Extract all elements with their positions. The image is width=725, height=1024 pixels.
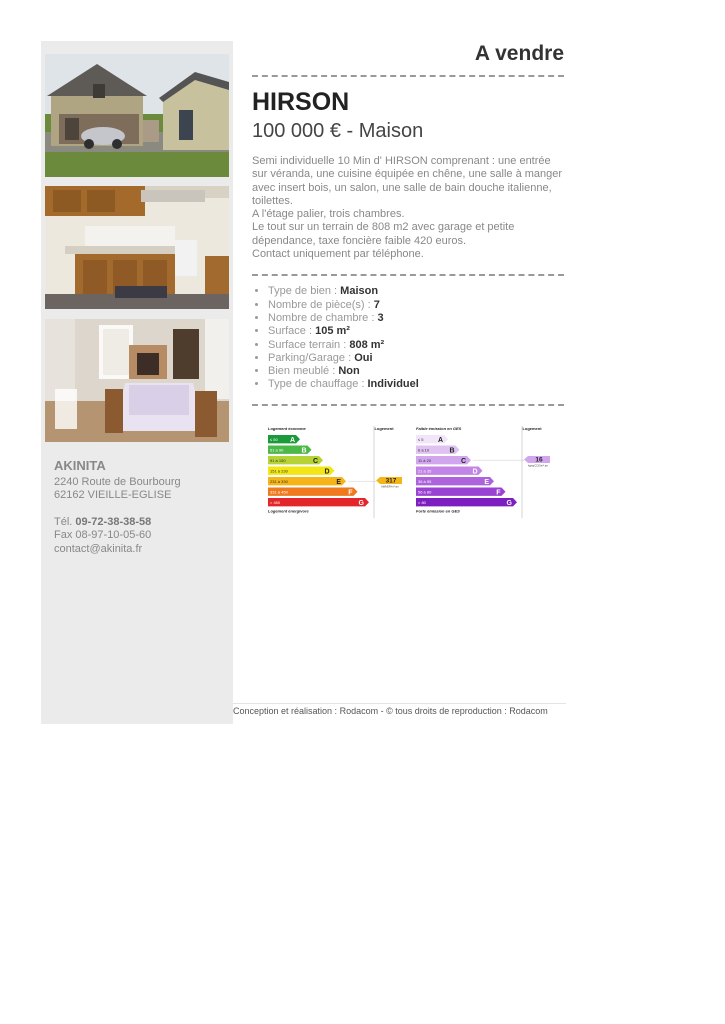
label-top-text: Faible émission en GES [416, 426, 462, 431]
spec-item [268, 365, 564, 378]
class-letter-A: A [437, 437, 443, 444]
spec-value: 808 m² [349, 338, 385, 351]
spec-label: Surface : [268, 325, 316, 338]
class-letter-E: E [336, 479, 341, 486]
class-range-B: 6 à 10 [418, 447, 430, 453]
listing-status: A vendre [474, 42, 564, 65]
label-column-text: Logement [522, 426, 542, 431]
listing-description: Semi individuelle 10 Min d' HIRSON comprenant : une entrée sur véranda, une cuisine équipée en chêne, une salle à manger avec insert bois, un salon, une salle de bain douche italienne, toilettes. A l'étage palier, trois chambres. Le tout sur un terrain de 808 m2 avec garage et petite dépendance, taxe foncière faible 420 euros. Contact uniquement par téléphone. [252, 155, 563, 261]
value-text: 317 [385, 477, 397, 485]
agency-address-line2: 62162 VIEILLE-EGLISE [54, 489, 172, 501]
class-range-D: 21 à 35 [418, 468, 432, 474]
spec-value: Oui [354, 351, 373, 364]
class-range-D: 151 à 230 [270, 468, 288, 474]
spec-item [268, 378, 564, 391]
spec-value: 7 [373, 298, 380, 311]
class-letter-B: B [449, 447, 455, 455]
class-letter-F: F [348, 489, 353, 497]
listing-main [252, 41, 564, 406]
class-bar-G [268, 498, 369, 506]
class-range-G: > 450 [270, 500, 281, 505]
photo-kitchen[interactable] [45, 186, 229, 309]
class-letter-E: E [484, 479, 489, 486]
agency-contact [54, 459, 181, 556]
spec-value: Non [338, 365, 360, 378]
spec-item [268, 339, 564, 352]
class-range-A: ≤ 5 [418, 437, 424, 442]
agency-address-line1: 2240 Route de Bourbourg [54, 475, 181, 488]
spec-item [268, 299, 564, 312]
spec-label: Bien meublé : [268, 365, 339, 378]
spec-item [268, 352, 564, 365]
divider [252, 274, 564, 276]
footer-credits: Conception et réalisation : Rodacom - © tous droits de reproduction : Rodacom [233, 706, 548, 716]
energy-labels [264, 424, 554, 520]
class-letter-D: D [324, 468, 330, 476]
divider [252, 75, 564, 77]
label-bottom-text: Logement énergivore [268, 508, 309, 514]
class-letter-A: A [289, 437, 295, 444]
ges-chart [416, 426, 550, 518]
spec-value: 105 m² [315, 325, 350, 338]
class-range-A: ≤ 50 [270, 437, 278, 442]
label-bottom-text: Forte émission en GES [416, 508, 460, 514]
spec-label: Parking/Garage : [268, 351, 355, 364]
spec-value: Maison [340, 285, 379, 298]
label-column-text: Logement [374, 426, 394, 431]
class-letter-C: C [460, 458, 466, 465]
photo-house-exterior[interactable] [45, 54, 229, 177]
divider [252, 404, 564, 406]
spec-label: Type de bien : [268, 285, 341, 298]
spec-value: Individuel [367, 378, 419, 391]
spec-item [268, 312, 564, 325]
sidebar [41, 41, 233, 724]
class-letter-G: G [506, 500, 512, 507]
class-letter-C: C [312, 458, 318, 465]
class-range-E: 36 à 55 [418, 479, 432, 484]
spec-label: Type de chauffage : [268, 378, 368, 391]
class-range-B: 51 à 90 [270, 447, 284, 453]
listing-price: 100 000 € - Maison [252, 120, 424, 142]
spec-label: Nombre de pièce(s) : [268, 298, 374, 311]
footer [233, 703, 566, 716]
value-unit: kgéqCO2/m².an [528, 463, 548, 468]
class-letter-D: D [472, 468, 478, 476]
class-range-F: 56 à 80 [418, 489, 432, 495]
specs-list [252, 285, 564, 391]
class-range-C: 91 à 150 [270, 458, 286, 463]
spec-label: Surface terrain : [268, 338, 350, 351]
agency-phone[interactable]: Tél. 09-72-38-38-58 [54, 515, 152, 528]
class-range-G: > 80 [418, 500, 426, 505]
class-letter-B: B [301, 447, 307, 455]
dpe-chart [268, 426, 402, 518]
class-range-F: 331 à 450 [270, 489, 288, 495]
agency-fax: Fax 08-97-10-05-60 [54, 529, 152, 541]
class-bar-G [416, 498, 517, 506]
class-letter-G: G [358, 500, 364, 507]
agency-email[interactable]: contact@akinita.fr [54, 542, 143, 555]
value-unit: kWhEP/m².an [381, 484, 399, 489]
class-range-C: 11 à 20 [418, 458, 432, 463]
spec-label: Nombre de chambre : [268, 311, 378, 324]
spec-item [268, 325, 564, 338]
class-range-E: 231 à 330 [270, 479, 288, 484]
agency-phone-number[interactable]: 09-72-38-38-58 [75, 515, 152, 528]
spec-value: 3 [377, 311, 384, 324]
class-letter-F: F [496, 489, 501, 497]
label-top-text: Logement économe [268, 426, 306, 431]
value-text: 16 [535, 456, 543, 464]
spec-item [268, 285, 564, 298]
agency-name: AKINITA [54, 458, 106, 473]
photo-dining-room[interactable] [45, 319, 229, 442]
listing-city: HIRSON [252, 88, 350, 116]
